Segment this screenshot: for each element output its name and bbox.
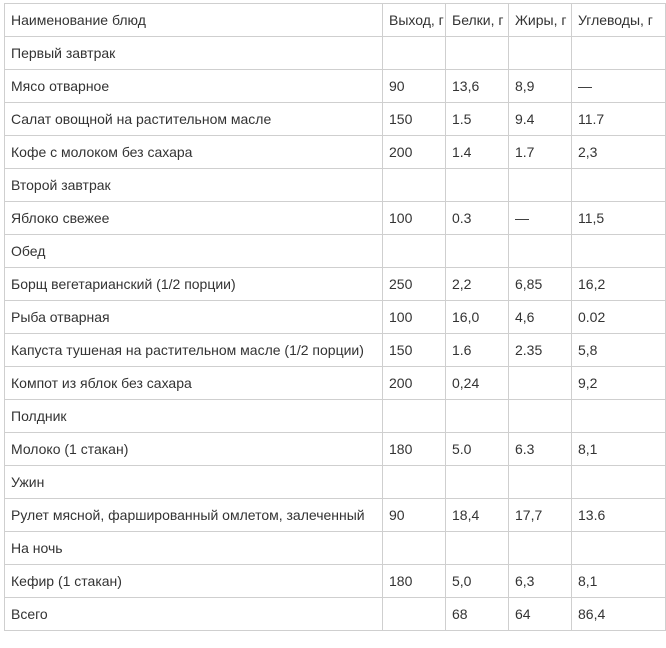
protein-cell bbox=[446, 169, 509, 202]
fat-cell: — bbox=[509, 202, 572, 235]
fat-cell: 17,7 bbox=[509, 499, 572, 532]
output-cell: 90 bbox=[383, 70, 446, 103]
carbs-cell: 9,2 bbox=[572, 367, 666, 400]
table-row bbox=[5, 532, 666, 565]
fat-cell: 6,3 bbox=[509, 565, 572, 598]
fat-cell: 6,85 bbox=[509, 268, 572, 301]
fat-cell: 1.7 bbox=[509, 136, 572, 169]
carbs-cell: 5,8 bbox=[572, 334, 666, 367]
dish-name-cell: Кефир (1 стакан) bbox=[5, 565, 383, 598]
fat-cell bbox=[509, 37, 572, 70]
carbs-cell: 11,5 bbox=[572, 202, 666, 235]
fat-cell bbox=[509, 532, 572, 565]
protein-cell: 16,0 bbox=[446, 301, 509, 334]
carbs-cell: 8,1 bbox=[572, 565, 666, 598]
output-cell bbox=[383, 598, 446, 631]
output-cell: 200 bbox=[383, 136, 446, 169]
dish-name-cell: Молоко (1 стакан) bbox=[5, 433, 383, 466]
table-row bbox=[5, 433, 666, 466]
protein-cell bbox=[446, 466, 509, 499]
protein-cell: 2,2 bbox=[446, 268, 509, 301]
fat-cell bbox=[509, 367, 572, 400]
carbs-cell: 8,1 bbox=[572, 433, 666, 466]
dish-name-cell: Капуста тушеная на растительном масле (1/2 порции) bbox=[5, 334, 383, 367]
fat-cell: 4,6 bbox=[509, 301, 572, 334]
output-cell: 150 bbox=[383, 334, 446, 367]
header-fat: Жиры, г bbox=[509, 4, 572, 37]
carbs-cell bbox=[572, 466, 666, 499]
dish-name-cell: Рулет мясной, фаршированный омлетом, залеченный bbox=[5, 499, 383, 532]
carbs-cell bbox=[572, 37, 666, 70]
carbs-cell: 0.02 bbox=[572, 301, 666, 334]
carbs-cell: 11.7 bbox=[572, 103, 666, 136]
carbs-cell bbox=[572, 235, 666, 268]
protein-cell bbox=[446, 37, 509, 70]
protein-cell: 1.6 bbox=[446, 334, 509, 367]
protein-cell: 13,6 bbox=[446, 70, 509, 103]
carbs-cell bbox=[572, 400, 666, 433]
protein-cell bbox=[446, 400, 509, 433]
dish-name-cell: На ночь bbox=[5, 532, 383, 565]
dish-name-cell: Рыба отварная bbox=[5, 301, 383, 334]
protein-cell: 1.4 bbox=[446, 136, 509, 169]
dish-name-cell: Полдник bbox=[5, 400, 383, 433]
output-cell bbox=[383, 169, 446, 202]
table-row bbox=[5, 37, 666, 70]
fat-cell bbox=[509, 466, 572, 499]
dish-name-cell: Второй завтрак bbox=[5, 169, 383, 202]
table-row bbox=[5, 268, 666, 301]
fat-cell: 2.35 bbox=[509, 334, 572, 367]
table-row bbox=[5, 466, 666, 499]
table-header-row bbox=[5, 4, 666, 37]
output-cell: 180 bbox=[383, 565, 446, 598]
header-dish-name: Наименование блюд bbox=[5, 4, 383, 37]
fat-cell: 6.3 bbox=[509, 433, 572, 466]
table-row bbox=[5, 565, 666, 598]
output-cell: 150 bbox=[383, 103, 446, 136]
table-row bbox=[5, 301, 666, 334]
protein-cell: 0,24 bbox=[446, 367, 509, 400]
table-row bbox=[5, 136, 666, 169]
header-output: Выход, г bbox=[383, 4, 446, 37]
dish-name-cell: Обед bbox=[5, 235, 383, 268]
table-row bbox=[5, 169, 666, 202]
table-row bbox=[5, 235, 666, 268]
protein-cell: 68 bbox=[446, 598, 509, 631]
dish-name-cell: Борщ вегетарианский (1/2 порции) bbox=[5, 268, 383, 301]
fat-cell: 64 bbox=[509, 598, 572, 631]
dish-name-cell: Всего bbox=[5, 598, 383, 631]
carbs-cell: 2,3 bbox=[572, 136, 666, 169]
carbs-cell: — bbox=[572, 70, 666, 103]
header-carbs: Углеводы, г bbox=[572, 4, 666, 37]
table-row bbox=[5, 70, 666, 103]
output-cell: 200 bbox=[383, 367, 446, 400]
output-cell bbox=[383, 532, 446, 565]
protein-cell bbox=[446, 532, 509, 565]
table-row bbox=[5, 202, 666, 235]
dish-name-cell: Компот из яблок без сахара bbox=[5, 367, 383, 400]
table-row bbox=[5, 400, 666, 433]
fat-cell bbox=[509, 235, 572, 268]
output-cell bbox=[383, 235, 446, 268]
table-row bbox=[5, 103, 666, 136]
protein-cell: 5.0 bbox=[446, 433, 509, 466]
table-row bbox=[5, 499, 666, 532]
output-cell: 250 bbox=[383, 268, 446, 301]
table-row bbox=[5, 367, 666, 400]
header-protein: Белки, г bbox=[446, 4, 509, 37]
dish-name-cell: Кофе с молоком без сахара bbox=[5, 136, 383, 169]
output-cell: 100 bbox=[383, 301, 446, 334]
output-cell bbox=[383, 37, 446, 70]
dish-name-cell: Яблоко свежее bbox=[5, 202, 383, 235]
table-row bbox=[5, 598, 666, 631]
carbs-cell: 16,2 bbox=[572, 268, 666, 301]
dish-name-cell: Ужин bbox=[5, 466, 383, 499]
nutrition-table bbox=[4, 3, 666, 631]
protein-cell: 18,4 bbox=[446, 499, 509, 532]
protein-cell: 0.3 bbox=[446, 202, 509, 235]
dish-name-cell: Первый завтрак bbox=[5, 37, 383, 70]
carbs-cell: 86,4 bbox=[572, 598, 666, 631]
dish-name-cell: Салат овощной на растительном масле bbox=[5, 103, 383, 136]
fat-cell: 8,9 bbox=[509, 70, 572, 103]
table-body bbox=[5, 37, 666, 631]
output-cell bbox=[383, 466, 446, 499]
output-cell: 90 bbox=[383, 499, 446, 532]
output-cell bbox=[383, 400, 446, 433]
carbs-cell bbox=[572, 169, 666, 202]
fat-cell bbox=[509, 400, 572, 433]
protein-cell: 5,0 bbox=[446, 565, 509, 598]
fat-cell: 9.4 bbox=[509, 103, 572, 136]
output-cell: 180 bbox=[383, 433, 446, 466]
output-cell: 100 bbox=[383, 202, 446, 235]
fat-cell bbox=[509, 169, 572, 202]
carbs-cell: 13.6 bbox=[572, 499, 666, 532]
table-row bbox=[5, 334, 666, 367]
protein-cell bbox=[446, 235, 509, 268]
protein-cell: 1.5 bbox=[446, 103, 509, 136]
dish-name-cell: Мясо отварное bbox=[5, 70, 383, 103]
carbs-cell bbox=[572, 532, 666, 565]
